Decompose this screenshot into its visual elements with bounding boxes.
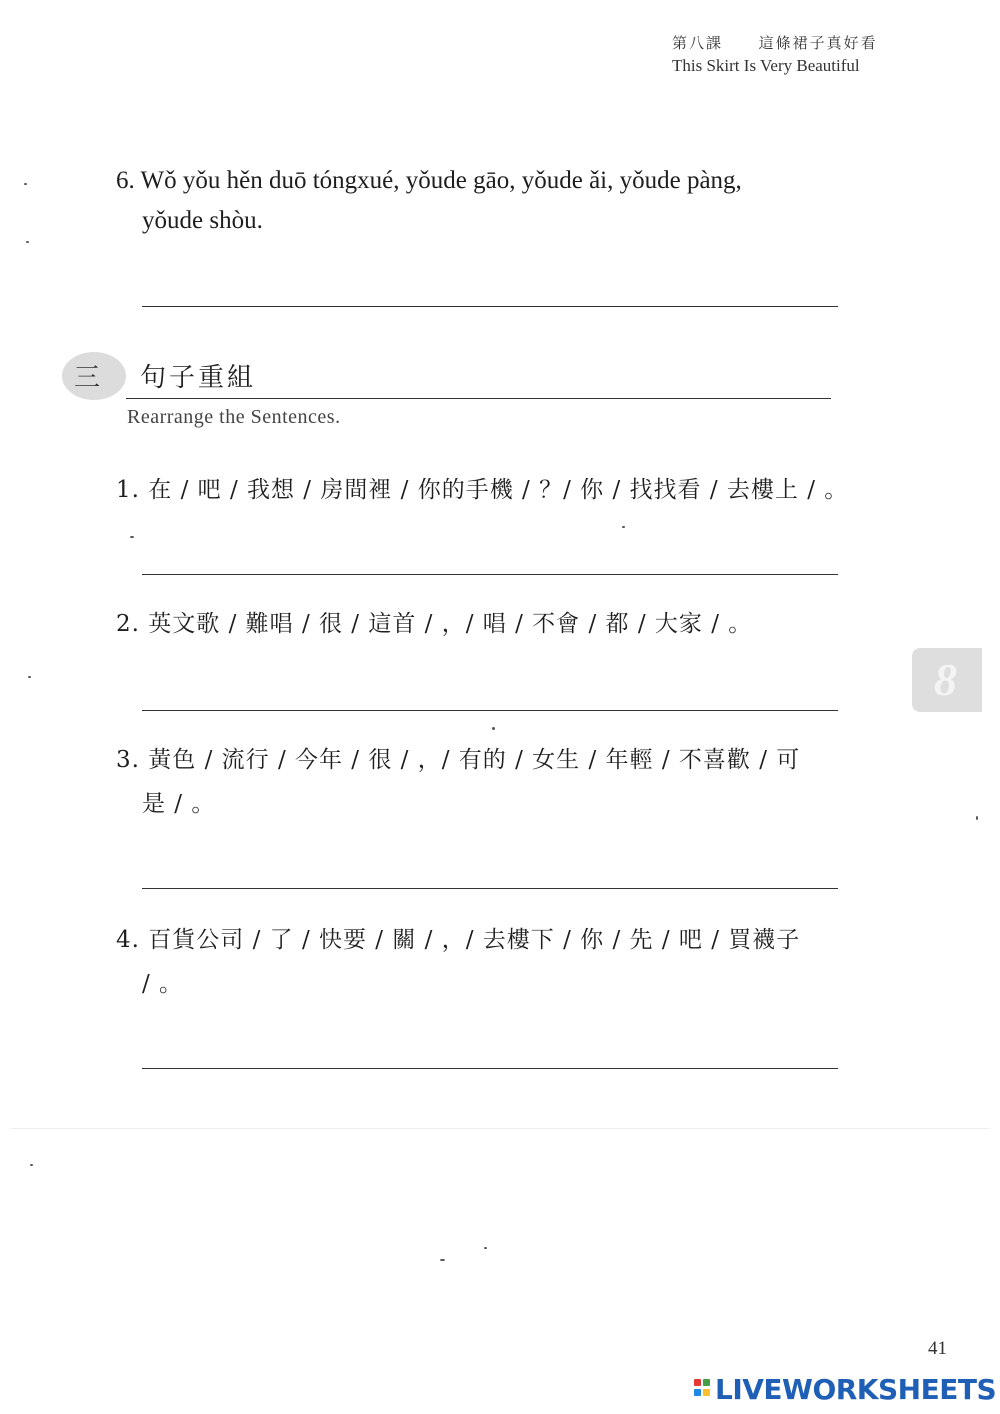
lesson-number: 第八課 [672,34,724,52]
liveworksheets-logo-icon [694,1377,712,1401]
scan-speck [26,241,29,243]
scan-speck [622,526,625,528]
answer-field-3[interactable] [142,862,838,889]
pinyin-item-line1: 6. Wǒ yǒu hěn duō tóngxué, yǒude gāo, yǒude ǎi, yǒude pàng, [116,167,742,194]
rearrange-item-3-line2: 是 / 。 [142,791,216,817]
answer-field-2[interactable] [142,684,838,711]
rearrange-item-3-line1: 3. 黃色 / 流行 / 今年 / 很 / ，/ 有的 / 女生 / 年輕 / 不喜歡 / 可 [116,747,801,773]
answer-field-1[interactable] [142,548,838,575]
section-divider [126,398,831,399]
section-subtitle: Rearrange the Sentences. [127,406,341,428]
scan-speck [440,1259,445,1261]
chapter-tab [912,648,982,712]
scan-speck [484,1247,487,1249]
rearrange-item-1: 1. 在 / 吧 / 我想 / 房間裡 / 你的手機 / ？/ 你 / 找找看 / 去樓上 / 。 [116,477,849,503]
section-title: 句子重組 [140,363,257,393]
brand-name: LIVEWORKSHEETS [715,1372,997,1406]
scan-speck [30,1164,33,1166]
scan-speck [24,183,27,185]
answer-field-6[interactable] [142,280,838,307]
page-number: 41 [928,1338,947,1359]
lesson-title-en: This Skirt Is Very Beautiful [672,56,860,75]
scan-speck [492,727,495,730]
rearrange-item-4-line1: 4. 百貨公司 / 了 / 快要 / 關 / ，/ 去樓下 / 你 / 先 / 吧 / 買襪子 [116,927,801,953]
pinyin-item-line2: yǒude shòu. [142,207,263,234]
footer-divider [10,1128,990,1129]
rearrange-item-4-line2: / 。 [142,971,184,997]
lesson-title-zh: 這條裙子真好看 [758,34,878,52]
chapter-tab-number: 8 [934,654,957,705]
rearrange-item-2: 2. 英文歌 / 難唱 / 很 / 這首 / ，/ 唱 / 不會 / 都 / 大家 / 。 [116,611,753,637]
liveworksheets-brand[interactable] [694,1372,996,1406]
answer-field-4[interactable] [142,1042,838,1069]
scan-speck [130,536,134,538]
scan-speck [976,816,978,820]
section-number: 三 [74,363,101,393]
scan-speck [28,676,31,678]
header-lesson [672,32,878,53]
